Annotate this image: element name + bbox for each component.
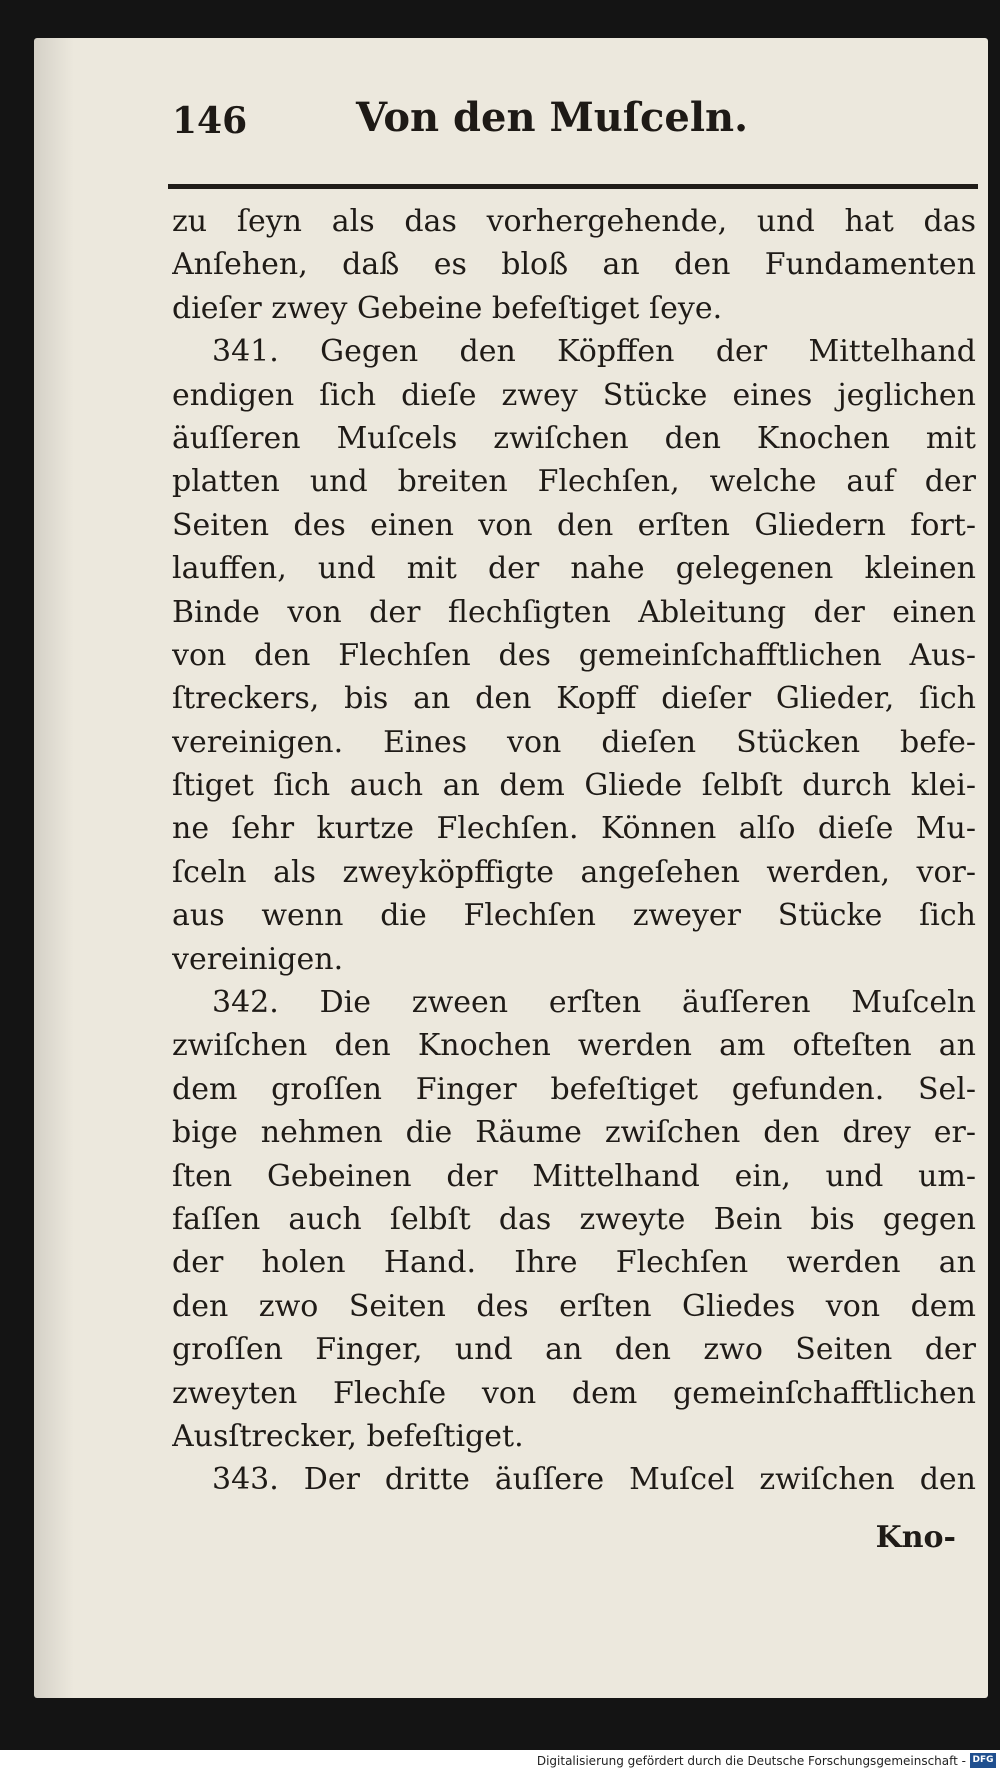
text-line: aus wenn die Flechſen zweyer Stücke ſich — [172, 898, 976, 934]
text-line: vereinigen. — [172, 941, 344, 977]
body-text — [172, 200, 976, 1502]
page-number: 146 — [172, 100, 248, 142]
text-line: dieſer zwey Gebeine befeſtiget ſeye. — [172, 290, 723, 326]
text-line: faſſen auch ſelbſt das zweyte Bein bis gegen — [172, 1201, 976, 1237]
running-head — [172, 92, 932, 152]
text-line: Seiten des einen von den erſten Gliedern fort- — [172, 507, 976, 543]
text-line: Anſehen, daß es bloß an den Fundamenten — [172, 247, 976, 283]
page-title: Von den Muſceln. — [355, 94, 749, 141]
paragraph-343-start: 343. Der dritte äuſſere Muſcel zwiſchen den — [212, 1462, 976, 1498]
text-line: zweyten Flechſe von dem gemeinſchafftlichen — [172, 1375, 976, 1411]
text-line: ſceln als zweyköpffigte angeſehen werden, vor- — [172, 854, 976, 890]
dfg-logo: DFG — [970, 1753, 996, 1768]
text-line: der holen Hand. Ihre Flechſen werden an — [172, 1245, 976, 1281]
text-line: zu ſeyn als das vorhergehende, und hat das — [172, 204, 976, 239]
text-line: ſtreckers, bis an den Kopff dieſer Glieder, ſich — [172, 681, 976, 717]
header-rule — [168, 184, 978, 189]
text-line: den zwo Seiten des erſten Gliedes von dem — [172, 1288, 976, 1324]
text-line: ſtiget ſich auch an dem Gliede ſelbſt durch klei- — [172, 768, 976, 804]
text-line: groſſen Finger, und an den zwo Seiten der — [172, 1332, 976, 1368]
paragraph-341-start: 341. Gegen den Köpffen der Mittelhand — [212, 334, 976, 370]
text-line: endigen ſich dieſe zwey Stücke eines jeglichen — [172, 377, 976, 413]
text-line: Binde von der flechſigten Ableitung der einen — [172, 594, 976, 630]
text-line: platten und breiten Flechſen, welche auf der — [172, 464, 976, 500]
text-line: bige nehmen die Räume zwiſchen den drey er- — [172, 1115, 976, 1151]
text-line: vereinigen. Eines von dieſen Stücken befe- — [172, 724, 976, 760]
text-line: äuſſeren Muſcels zwiſchen den Knochen mit — [172, 420, 976, 456]
catchword: Kno- — [875, 1520, 956, 1555]
text-line: lauffen, und mit der nahe gelegenen kleinen — [172, 551, 976, 587]
page-gutter-shadow — [34, 38, 74, 1698]
text-line: Ausſtrecker, befeſtiget. — [172, 1418, 524, 1454]
footer-credit: Digitalisierung gefördert durch die Deutsche Forschungsgemeinschaft - — [536, 1754, 966, 1768]
text-line: ne ſehr kurtze Flechſen. Können alſo dieſe Mu- — [172, 811, 976, 847]
paragraph-342-start: 342. Die zween erſten äuſſeren Muſceln — [212, 985, 976, 1021]
text-line: zwiſchen den Knochen werden am ofteſten an — [172, 1028, 976, 1064]
text-line: dem groſſen Finger befeſtiget gefunden. Sel- — [172, 1071, 976, 1107]
text-line: ſten Gebeinen der Mittelhand ein, und um- — [172, 1158, 976, 1194]
footer-bar — [0, 1750, 1000, 1773]
text-line: von den Flechſen des gemeinſchafftlichen Aus- — [172, 637, 976, 673]
